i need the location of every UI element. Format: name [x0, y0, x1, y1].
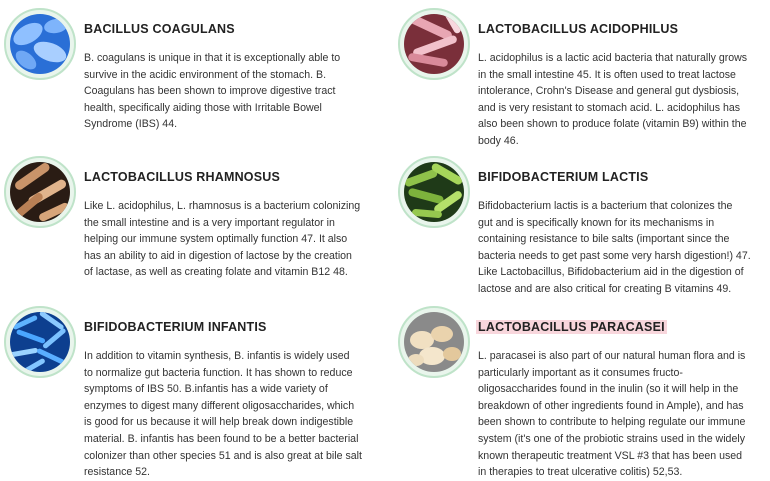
card-title: BACILLUS COAGULANS — [84, 22, 235, 36]
card-body: B. coagulans is unique in that it is exceptionally able to survive in the acidic environment of the stomach. B. Coagulans has been shown to improve digestive tract health, specifically aiding those with Irritable Bowel Syndrome (IBS) 44. — [84, 52, 341, 131]
card-lactobacillus-paracasei — [394, 306, 764, 478]
card-body: Like L. acidophilus, L. rhamnosus is a bacterium colonizing the small intestine and is a very important regulator in helping our immune system optimally function 47. It also has an ability to aid in digestion of lactose by the creation of lactase, as well as creating folate and vitamin B12 48. — [84, 200, 361, 279]
card-title: LACTOBACILLUS PARACASEI — [478, 320, 665, 334]
bifidobacterium-lactis-icon — [398, 156, 470, 228]
card-body: L. paracasei is also part of our natural human flora and is particularly important as it consumes fructo- oligosaccharides found in the inulin (so it will help in the breakdown of other ingredients found in Ample), and has been shown to contribute to helping regulate our immune system (it's one of the probiotic strains used in the widely known therapeutic treatment VSL #3 that has been used in therapies to treat ulcerative colitis) 52,53. — [478, 350, 746, 479]
card-title: BIFIDOBACTERIUM LACTIS — [478, 170, 649, 184]
card-bacillus-coagulans — [0, 8, 370, 131]
card-body: Bifidobacterium lactis is a bacterium that colonizes the gut and is specifically known for its mechanisms in containing resistance to bile salts (important since the bacteria needs to get past some very harsh digestion!) 47. Like Lactobacillus, Bifidobacterium aid in the digestion of lactose and are also critical for creating B vitamins 49. — [478, 200, 751, 295]
card-title: BIFIDOBACTERIUM INFANTIS — [84, 320, 267, 334]
lactobacillus-paracasei-icon — [398, 306, 470, 378]
lactobacillus-acidophilus-icon — [398, 8, 470, 80]
card-bifidobacterium-infantis — [0, 306, 370, 478]
bifidobacterium-infantis-icon — [4, 306, 76, 378]
card-lactobacillus-rhamnosus — [0, 156, 370, 286]
card-bifidobacterium-lactis — [394, 156, 764, 296]
bacillus-coagulans-icon — [4, 8, 76, 80]
card-lactobacillus-acidophilus — [394, 8, 764, 148]
lactobacillus-rhamnosus-icon — [4, 156, 76, 228]
card-title: LACTOBACILLUS ACIDOPHILUS — [478, 22, 679, 36]
card-body: L. acidophilus is a lactic acid bacteria that naturally grows in the small intestine 45. It is often used to treat lactose intolerance, Crohn's Disease and general gut dysbiosis, and is very resistant to stomach acid. L. acidophilus has also been shown to produce folate (vitamin B9) within the body 46. — [478, 52, 748, 147]
card-body: In addition to vitamin synthesis, B. infantis is widely used to normalize gut bacteria function. It has shown to reduce symptoms of IBS 50. B.infantis has a wide variety of enzymes to digest many different oligosaccharides, which is good for us because it will help break down indigestible material. B. infantis has been found to be a better bacterial colonizer than other species 51 and is also great at bile salt resistance 52. — [84, 350, 362, 479]
card-title: LACTOBACILLUS RHAMNOSUS — [84, 170, 281, 184]
